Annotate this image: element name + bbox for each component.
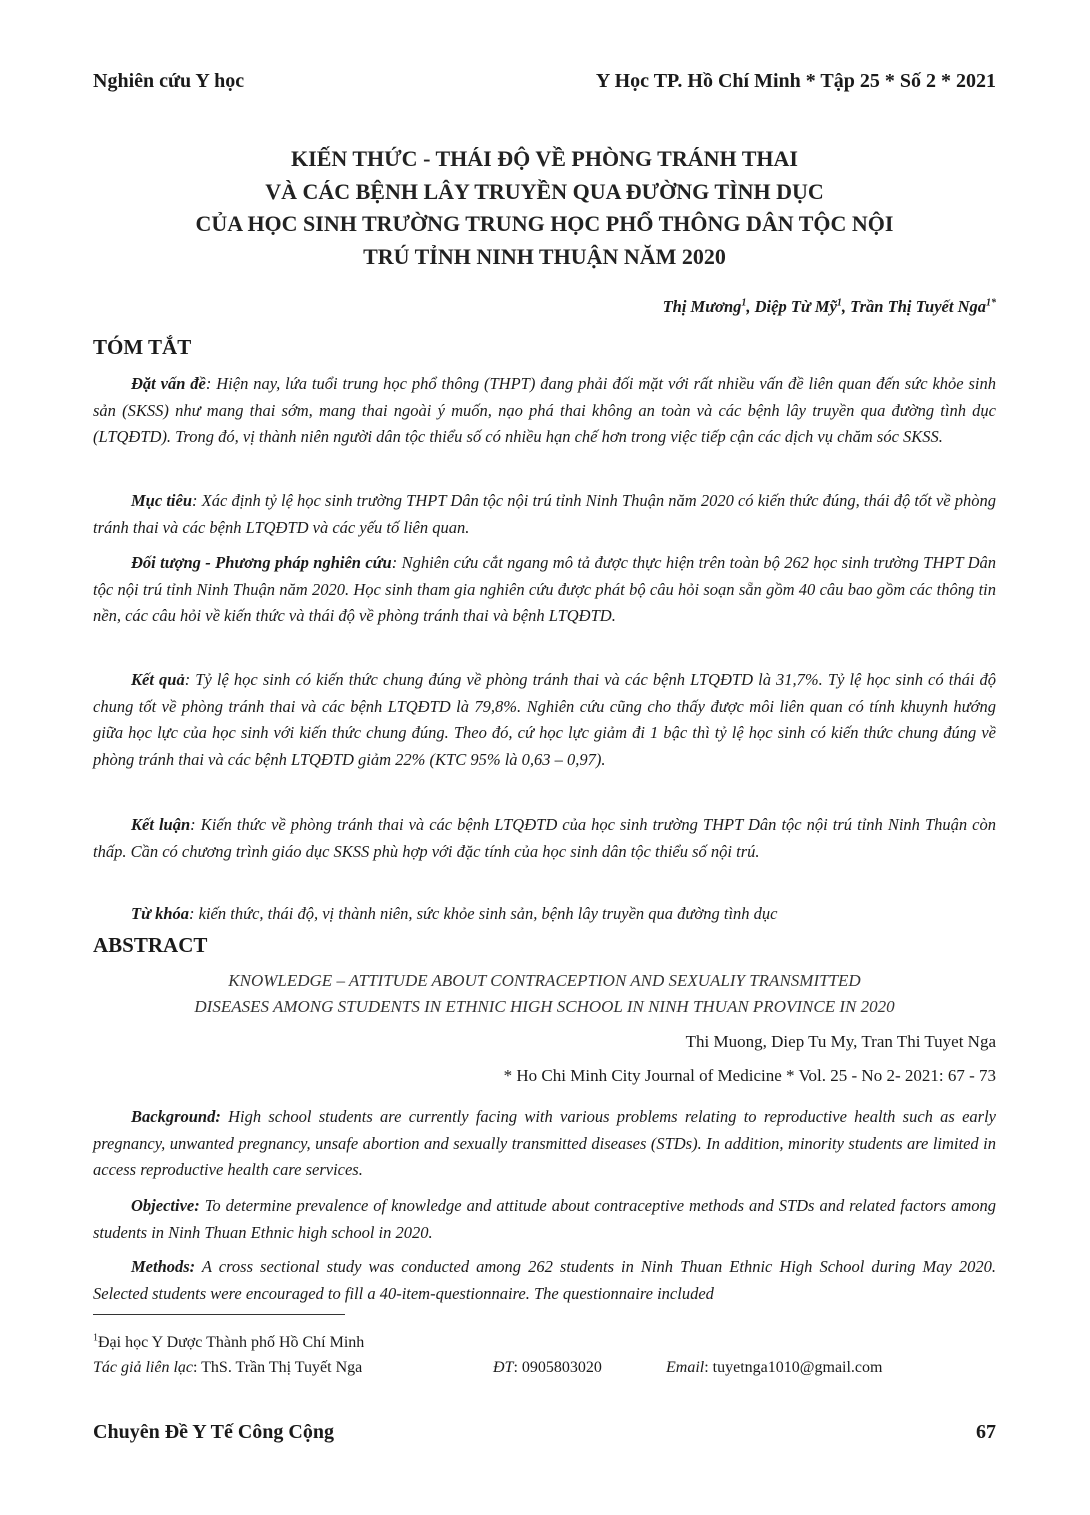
author-3-affiliation: 1* <box>986 297 996 309</box>
contact-phone <box>493 1357 602 1379</box>
article-title-en <box>93 968 996 1020</box>
methods-label-en: Methods: <box>131 1257 196 1276</box>
title-line: TRÚ TỈNH NINH THUẬN NĂM 2020 <box>363 243 726 269</box>
keywords-vi <box>93 901 996 928</box>
article-title-vi <box>93 143 996 273</box>
authors-vi <box>663 297 996 317</box>
citation: * Ho Chi Minh City Journal of Medicine * Vol. 25 - No 2- 2021: 67 - 73 <box>503 1066 996 1085</box>
contact-label: Tác giả liên lạc <box>93 1359 193 1376</box>
background-label: Đặt vấn đề <box>131 374 206 393</box>
summary-objective-vi <box>93 488 996 541</box>
abstract-objective-en <box>93 1193 996 1246</box>
author-2: , Diệp Từ Mỹ <box>746 297 837 316</box>
contact-name: : ThS. Trần Thị Tuyết Nga <box>192 1359 363 1376</box>
abstract-methods-en <box>93 1254 996 1307</box>
affiliation-text: Đại học Y Dược Thành phố Hồ Chí Minh <box>98 1334 365 1351</box>
abstract-heading-en: ABSTRACT <box>93 933 208 957</box>
methods-label: Đối tượng - Phương pháp nghiên cứu <box>131 553 392 572</box>
phone-label: ĐT <box>493 1359 514 1376</box>
author-1: Thị Mương <box>662 297 742 316</box>
email-address: : tuyetnga1010@gmail.com <box>704 1359 883 1376</box>
keywords-label: Từ khóa <box>131 904 190 923</box>
background-label-en: Background: <box>131 1107 221 1126</box>
affiliation-footnote <box>93 1332 996 1354</box>
summary-background-vi <box>93 371 996 451</box>
background-text: : Hiện nay, lứa tuổi trung học phổ thông (THPT) đang phải đối mặt với rất nhiều vấn đề liên quan đến sức khỏe sinh sản (SKSS) như mang thai sớm, mang thai ngoài ý muốn, nạo phá thai không an toàn và các bệnh lây truyền qua đường tình dục (LTQĐTD). Trong đó, vị thành niên người dân tộc thiểu số có nhiều hạn chế hơn trong việc tiếp cận các dịch vụ chăm sóc SKSS. <box>93 374 996 446</box>
page <box>93 0 996 1515</box>
title-line: CỦA HỌC SINH TRƯỜNG TRUNG HỌC PHỔ THÔNG DÂN TỘC NỘI <box>195 211 894 236</box>
journal-issue: Y Học TP. Hồ Chí Minh * Tập 25 * Số 2 * 2021 <box>595 70 996 92</box>
keywords-text: : kiến thức, thái độ, vị thành niên, sức khỏe sinh sản, bệnh lây truyền qua đường tình dục <box>189 904 778 923</box>
phone-number: : 0905803020 <box>513 1359 602 1376</box>
author-1-affiliation: 1 <box>741 297 747 309</box>
author-2-affiliation: 1 <box>836 297 842 309</box>
abstract-background-en <box>93 1104 996 1184</box>
objective-text: : Xác định tỷ lệ học sinh trường THPT Dân tộc nội trú tỉnh Ninh Thuận năm 2020 có kiến thức đúng, thái độ tốt về phòng tránh thai và các bệnh LTQĐTD và các yếu tố liên quan. <box>93 491 996 537</box>
summary-results-vi <box>93 667 996 773</box>
results-label: Kết quả <box>131 670 185 689</box>
footer-section: Chuyên Đề Y Tế Công Cộng <box>93 1421 334 1443</box>
conclusion-label: Kết luận <box>131 815 191 834</box>
email-label: Email <box>666 1359 705 1376</box>
authors-en: Thi Muong, Diep Tu My, Tran Thi Tuyet Nga <box>685 1032 996 1051</box>
author-3: , Trần Thị Tuyết Nga <box>841 297 986 316</box>
journal-section: Nghiên cứu Y học <box>93 70 245 92</box>
methods-text: : Nghiên cứu cắt ngang mô tả được thực hiện trên toàn bộ 262 học sinh trường THPT Dân tộc nội trú tỉnh Ninh Thuận năm 2020. Học sinh tham gia nghiên cứu được phát bộ câu hỏi soạn sẵn gồm 40 câu bao gồm các thông tin nền, các câu hỏi về kiến thức và thái độ về phòng tránh thai và bệnh LTQĐTD. <box>93 553 996 625</box>
en-title-line: KNOWLEDGE – ATTITUDE ABOUT CONTRACEPTION AND SEXUALIY TRANSMITTED <box>228 971 861 990</box>
summary-heading-vi: TÓM TẮT <box>93 335 192 359</box>
title-line: VÀ CÁC BỆNH LÂY TRUYỀN QUA ĐƯỜNG TÌNH DỤC <box>265 178 824 204</box>
contact-email <box>666 1357 882 1379</box>
page-number: 67 <box>976 1421 996 1443</box>
objective-text-en: To determine prevalence of knowledge and attitude about contraceptive methods and STDs and related factors among students in Ninh Thuan Ethnic high school in 2020. <box>93 1196 996 1242</box>
background-text-en: High school students are currently facing with various problems relating to reproductive health such as early pregnancy, unwanted pregnancy, unsafe abortion and sexually transmitted diseases (STDs). In addition, minority students are limited in access reproductive health care services. <box>93 1107 996 1179</box>
summary-conclusion-vi <box>93 812 996 865</box>
contact-footnote <box>93 1357 996 1379</box>
footnote-divider <box>93 1314 345 1315</box>
contact-author <box>93 1357 362 1379</box>
conclusion-text: : Kiến thức về phòng tránh thai và các bệnh LTQĐTD của học sinh trường THPT Dân tộc nội trú tỉnh Ninh Thuận còn thấp. Cần có chương trình giáo dục SKSS phù hợp với đặc tính của học sinh dân tộc thiểu số nội trú. <box>93 815 996 861</box>
objective-label-en: Objective: <box>131 1196 200 1215</box>
methods-text-en: A cross sectional study was conducted among 262 students in Ninh Thuan Ethnic High School during May 2020. Selected students were encouraged to fill a 40-item-questionnaire. The questionnaire included <box>93 1257 996 1303</box>
affiliation-marker: 1 <box>93 1332 98 1344</box>
objective-label: Mục tiêu <box>131 491 192 510</box>
title-line: KIẾN THỨC - THÁI ĐỘ VỀ PHÒNG TRÁNH THAI <box>291 146 798 171</box>
summary-methods-vi <box>93 550 996 630</box>
en-title-line: DISEASES AMONG STUDENTS IN ETHNIC HIGH SCHOOL IN NINH THUAN PROVINCE IN 2020 <box>194 997 895 1016</box>
results-text: : Tỷ lệ học sinh có kiến thức chung đúng về phòng tránh thai và các bệnh LTQĐTD là 31,7%. Tỷ lệ học sinh có thái độ chung tốt về phòng tránh thai và các bệnh LTQĐTD là 79,8%. Nghiên cứu cũng cho thấy được môi liên quan có tính khuynh hướng giữa học lực của học sinh với kiến thức chung đúng. Theo đó, cứ học lực giảm đi 1 bậc thì tỷ lệ học sinh có kiến thức chung đúng về phòng tránh thai và các bệnh LTQĐTD giảm 22% (KTC 95% là 0,63 – 0,97). <box>93 670 997 769</box>
